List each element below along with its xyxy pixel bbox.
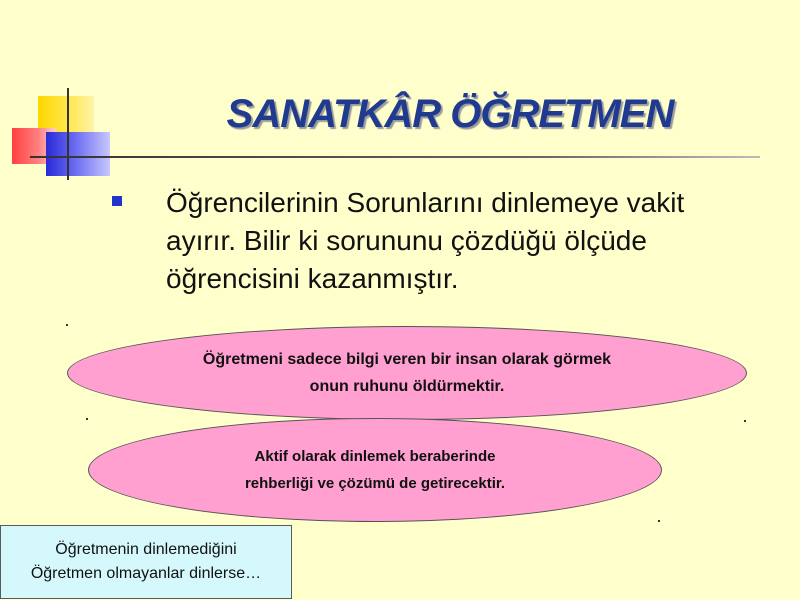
dot-marker bbox=[66, 324, 68, 326]
slide-title: SANATKÂR ÖĞRETMEN bbox=[226, 92, 674, 136]
title-underline bbox=[30, 156, 760, 158]
bullet-text: Öğrencilerinin Sorunlarını dinlemeye vakit ayırır. Bilir ki sorununu çözdüğü ölçüde öğrencisini kazanmıştır. bbox=[166, 187, 685, 294]
vertical-divider-line bbox=[67, 88, 69, 180]
dot-marker bbox=[86, 418, 88, 420]
quote-ellipse-text: Aktif olarak dinlemek beraberinde rehberliği ve çözümü de getirecektir. bbox=[244, 448, 506, 492]
quote-ellipse-text: Öğretmeni sadece bilgi veren bir insan olarak görmek onun ruhunu öldürmektir. bbox=[202, 351, 612, 395]
quote-ellipse-1 bbox=[67, 326, 747, 420]
dot-marker bbox=[658, 520, 660, 522]
square-bullet-icon bbox=[112, 196, 122, 206]
dot-marker bbox=[744, 420, 746, 422]
quote-ellipse-2 bbox=[88, 418, 662, 522]
blue-square-decoration bbox=[46, 132, 110, 176]
callout-box: Öğretmenin dinlemediğini Öğretmen olmayanlar dinlerse… bbox=[0, 525, 292, 599]
